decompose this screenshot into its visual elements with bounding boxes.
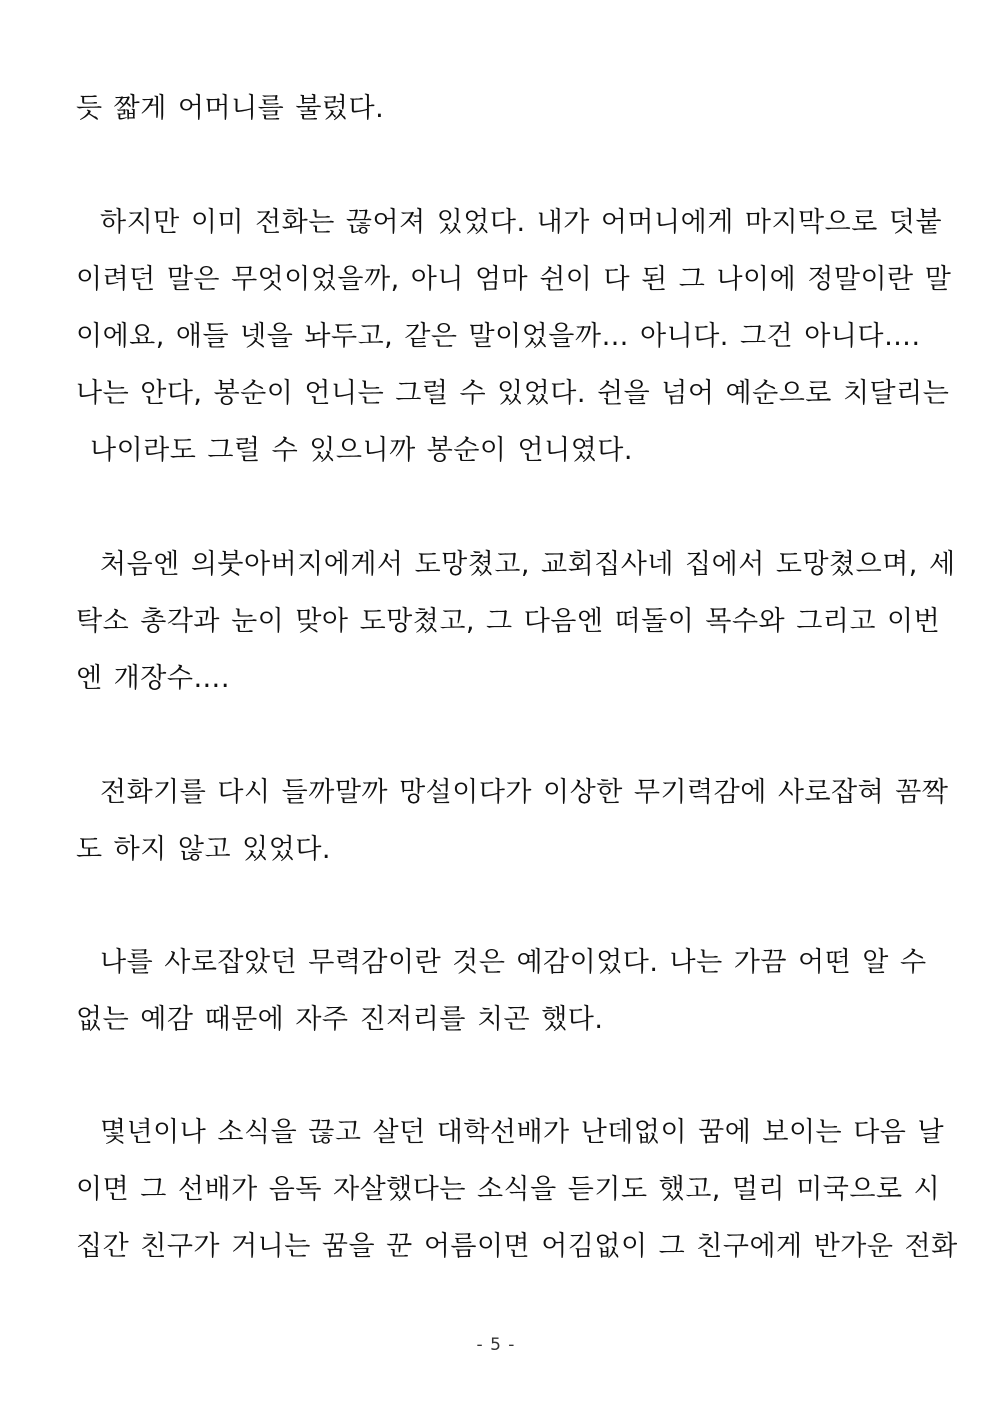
paragraph-line: 이에요, 애들 넷을 놔두고, 같은 말이었을까… 아니다. 그건 아니다…. <box>76 321 921 352</box>
paragraph-line: 탁소 총각과 눈이 맞아 도망쳤고, 그 다음엔 떠돌이 목수와 그리고 이번 <box>76 606 941 637</box>
paragraph-line: 엔 개장수…. <box>76 663 230 694</box>
paragraph-line: 없는 예감 때문에 자주 진저리를 치곤 했다. <box>76 1004 604 1035</box>
paragraph-line: 이려던 말은 무엇이었을까, 아니 엄마 쉰이 다 된 그 나이에 정말이란 말 <box>76 264 952 295</box>
paragraph-line: 이면 그 선배가 음독 자살했다는 소식을 듣기도 했고, 멀리 미국으로 시 <box>76 1174 941 1205</box>
paragraph-line: 나를 사로잡았던 무력감이란 것은 예감이었다. 나는 가끔 어떤 알 수 <box>100 947 927 978</box>
paragraph-line: 나는 안다, 봉순이 언니는 그럴 수 있었다. 쉰을 넘어 예순으로 치달리는 <box>76 378 950 409</box>
paragraph-line: 몇년이나 소식을 끊고 살던 대학선배가 난데없이 꿈에 보이는 다음 날 <box>100 1117 945 1148</box>
page-number: - 5 - <box>476 1335 516 1355</box>
paragraph-line: 전화기를 다시 들까말까 망설이다가 이상한 무기력감에 사로잡혀 꼼짝 <box>100 777 949 808</box>
paragraph-line: 도 하지 않고 있었다. <box>76 834 331 865</box>
paragraph-line: 처음엔 의붓아버지에게서 도망쳤고, 교회집사네 집에서 도망쳤으며, 세 <box>100 549 956 580</box>
paragraph-line: 듯 짧게 어머니를 불렀다. <box>76 93 385 124</box>
paragraph-line: 집간 친구가 거니는 꿈을 꾼 어름이면 어김없이 그 친구에게 반가운 전화 <box>76 1231 958 1262</box>
paragraph-line: 나이라도 그럴 수 있으니까 봉순이 언니였다. <box>90 435 633 466</box>
paragraph-line: 하지만 이미 전화는 끊어져 있었다. 내가 어머니에게 마지막으로 덧붙 <box>100 207 943 238</box>
